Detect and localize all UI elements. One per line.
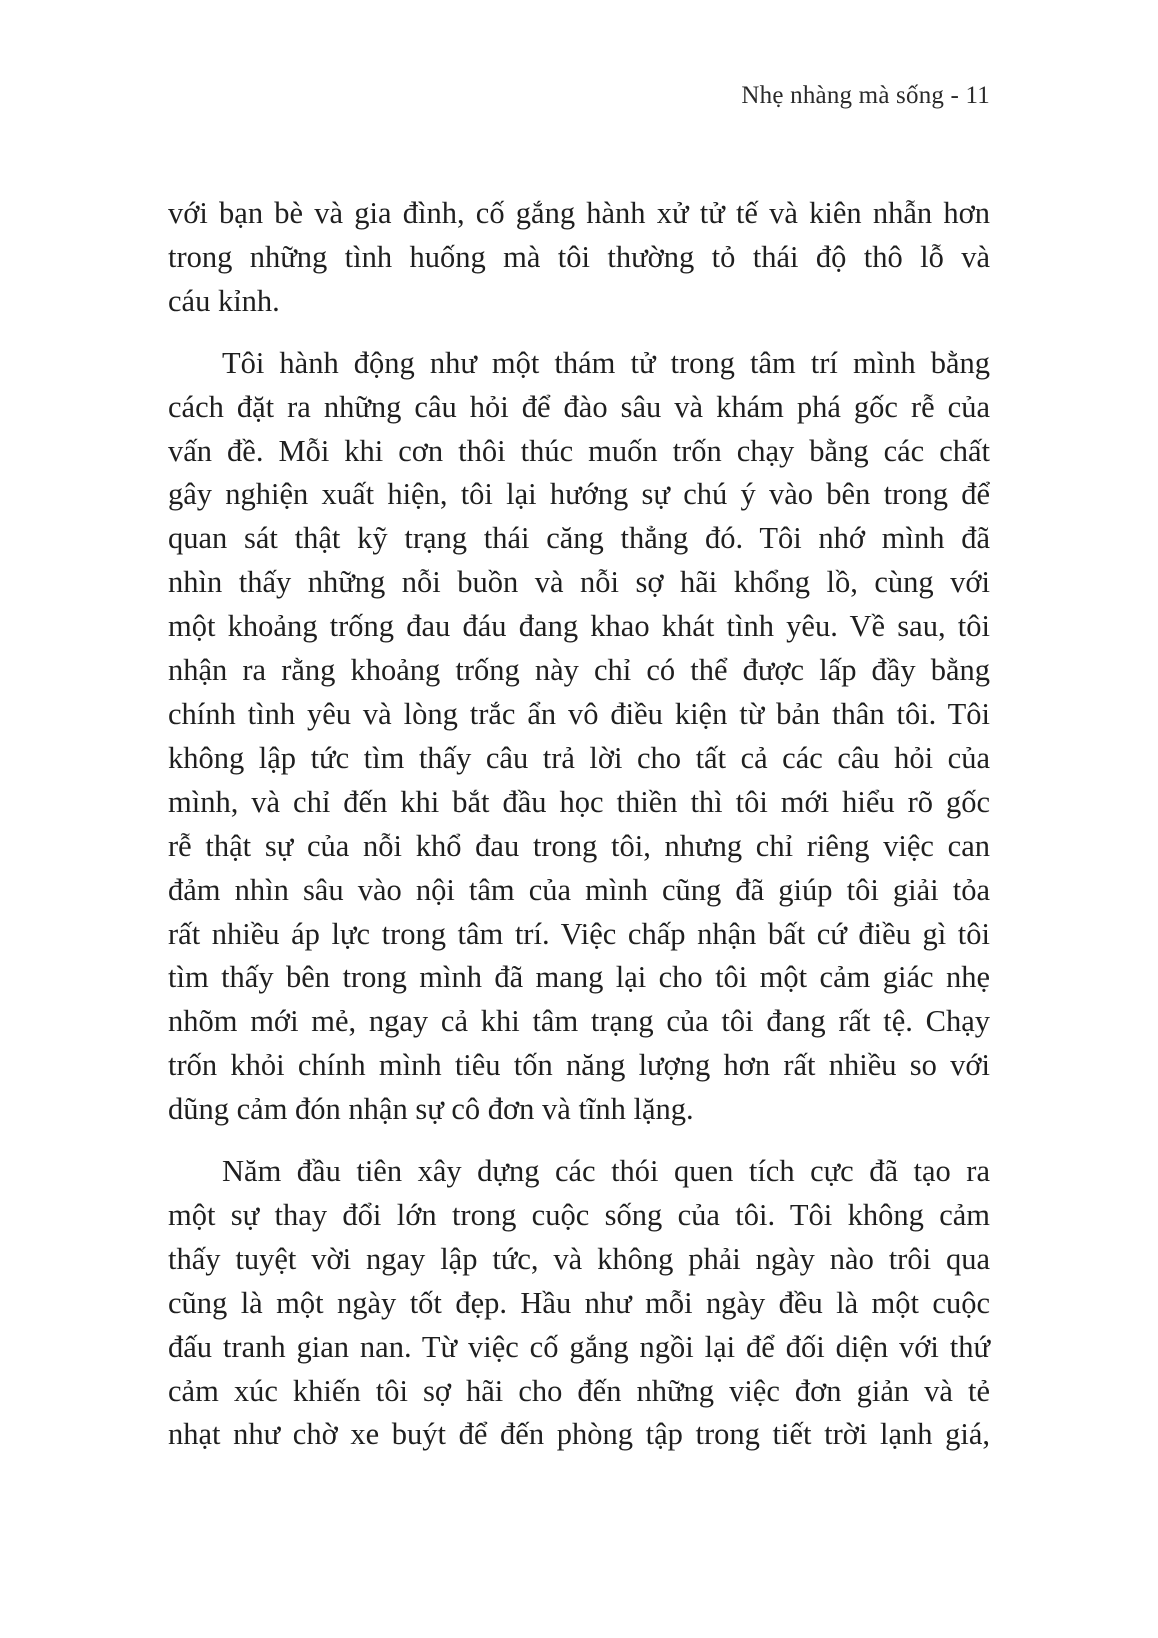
text-line: nhạt như chờ xe buýt để đến phòng tập trong tiết trời lạnh giá,	[168, 1417, 990, 1452]
body-text	[168, 192, 990, 1457]
text-line: Tôi hành động như một thám tử trong tâm trí mình bằng	[222, 345, 990, 380]
text-line: rễ thật sự của nỗi khổ đau trong tôi, nhưng chỉ riêng việc can	[168, 828, 990, 863]
text-line: rất nhiều áp lực trong tâm trí. Việc chấp nhận bất cứ điều gì tôi	[168, 916, 990, 951]
paragraph-3	[168, 1150, 990, 1457]
paragraph-1	[168, 192, 990, 324]
text-line: một sự thay đổi lớn trong cuộc sống của tôi. Tôi không cảm	[168, 1197, 990, 1232]
text-line: vấn đề. Mỗi khi cơn thôi thúc muốn trốn chạy bằng các chất	[168, 433, 990, 468]
text-line: cũng là một ngày tốt đẹp. Hầu như mỗi ngày đều là một cuộc	[168, 1285, 990, 1320]
text-line: cáu kỉnh.	[168, 283, 280, 318]
text-line: tìm thấy bên trong mình đã mang lại cho tôi một cảm giác nhẹ	[168, 960, 990, 995]
running-header: Nhẹ nhàng mà sống - 11	[741, 82, 990, 109]
text-line: với bạn bè và gia đình, cố gắng hành xử tử tế và kiên nhẫn hơn	[168, 196, 990, 230]
text-line: chính tình yêu và lòng trắc ẩn vô điều kiện từ bản thân tôi. Tôi	[168, 696, 990, 731]
text-line: nhìn thấy những nỗi buồn và nỗi sợ hãi khổng lồ, cùng với	[168, 565, 990, 600]
text-line: gây nghiện xuất hiện, tôi lại hướng sự chú ý vào bên trong để	[168, 477, 990, 512]
paragraph-2	[168, 342, 990, 1132]
text-line: cảm xúc khiến tôi sợ hãi cho đến những việc đơn giản và tẻ	[168, 1373, 990, 1408]
text-line: nhận ra rằng khoảng trống này chỉ có thể được lấp đầy bằng	[168, 653, 990, 688]
text-line: trốn khỏi chính mình tiêu tốn năng lượng hơn rất nhiều so với	[168, 1048, 990, 1083]
text-line: dũng cảm đón nhận sự cô đơn và tĩnh lặng.	[168, 1092, 694, 1127]
text-line: cách đặt ra những câu hỏi để đào sâu và khám phá gốc rễ của	[168, 389, 990, 424]
text-line: đấu tranh gian nan. Từ việc cố gắng ngồi lại để đối diện với thứ	[168, 1329, 990, 1364]
text-line: trong những tình huống mà tôi thường tỏ thái độ thô lỗ và	[168, 239, 990, 274]
text-line: đảm nhìn sâu vào nội tâm của mình cũng đã giúp tôi giải tỏa	[168, 872, 990, 907]
text-line: thấy tuyệt vời ngay lập tức, và không phải ngày nào trôi qua	[168, 1241, 990, 1276]
text-line: Năm đầu tiên xây dựng các thói quen tích cực đã tạo ra	[222, 1154, 990, 1189]
text-line: không lập tức tìm thấy câu trả lời cho tất cả các câu hỏi của	[168, 740, 990, 775]
text-line: một khoảng trống đau đáu đang khao khát tình yêu. Về sau, tôi	[168, 609, 990, 644]
text-line: quan sát thật kỹ trạng thái căng thẳng đó. Tôi nhớ mình đã	[168, 521, 990, 556]
text-line: nhõm mới mẻ, ngay cả khi tâm trạng của tôi đang rất tệ. Chạy	[168, 1004, 990, 1039]
text-line: mình, và chỉ đến khi bắt đầu học thiền thì tôi mới hiểu rõ gốc	[168, 784, 990, 819]
